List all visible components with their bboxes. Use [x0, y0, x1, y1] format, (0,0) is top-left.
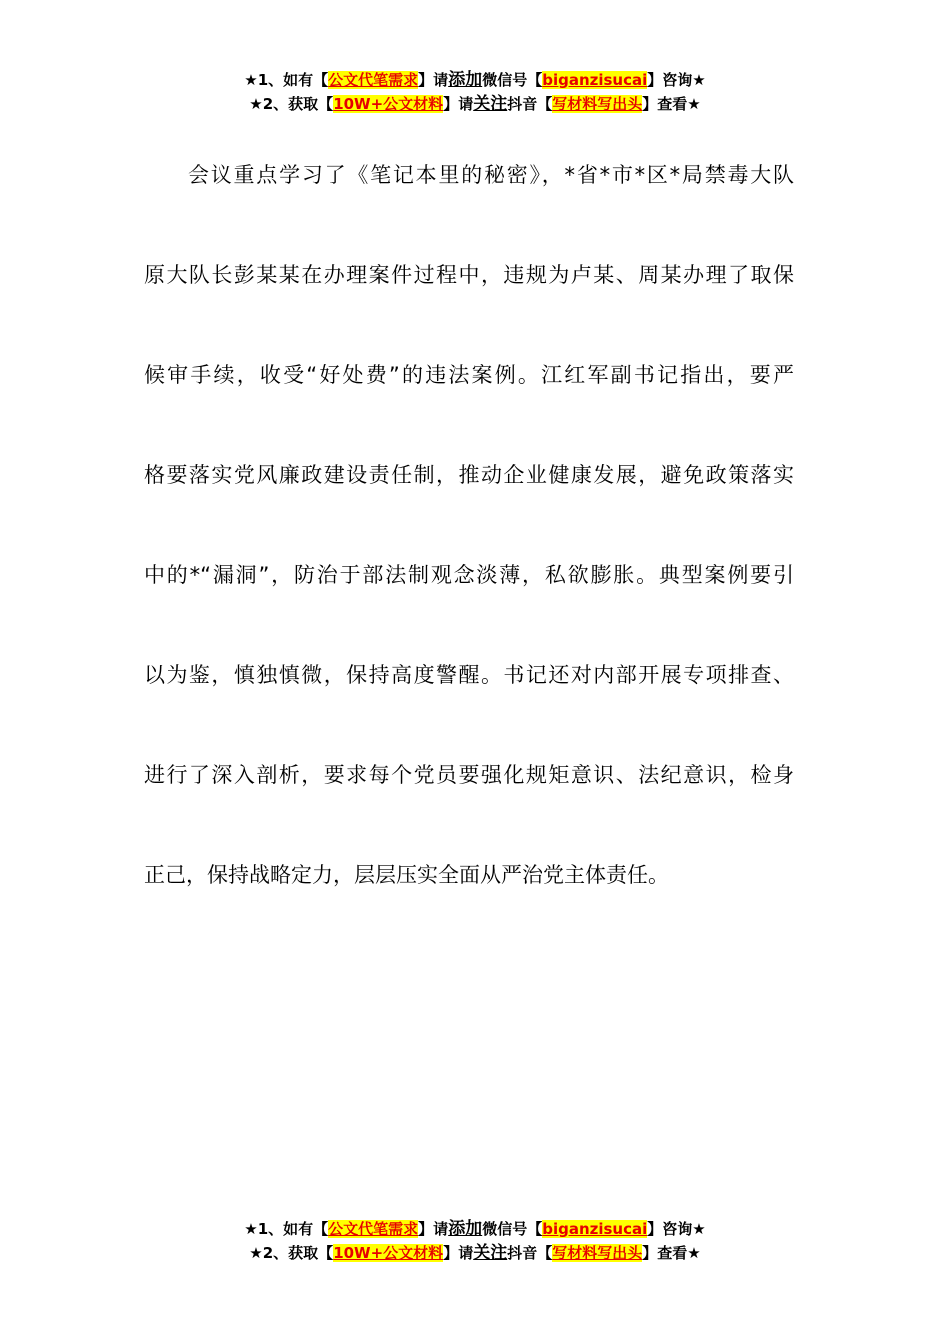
banner-text: ★2、获取【	[249, 95, 334, 113]
banner-text: 】请	[418, 1220, 449, 1238]
banner-text: 】请	[418, 71, 449, 89]
body-line: 进行了深入剖析，要求每个党员要强化规矩意识、法纪意识，检身	[144, 763, 794, 787]
body-line: 中的*“漏洞”，防治于部法制观念淡薄，私欲膨胀。典型案例要引	[144, 563, 794, 587]
footer-line-2	[0, 1241, 950, 1265]
emphasis-add: 添加	[448, 1219, 483, 1239]
banner-text: 抖音【	[507, 1244, 553, 1262]
highlight-materials: 10W+公文材料	[333, 1244, 444, 1262]
highlight-service: 公文代笔需求	[328, 1220, 419, 1238]
highlight-wechat-id: biganzisucai	[542, 1220, 648, 1238]
footer-banner	[0, 1217, 950, 1265]
body-line: 格要落实党风廉政建设责任制，推动企业健康发展，避免政策落实	[144, 463, 794, 487]
footer-line-1	[0, 1217, 950, 1241]
highlight-service: 公文代笔需求	[328, 71, 419, 89]
banner-text: ★1、如有【	[244, 1220, 329, 1238]
document-body	[144, 125, 794, 925]
banner-text: 】咨询★	[647, 1220, 706, 1238]
emphasis-add: 添加	[448, 70, 483, 90]
banner-text: ★1、如有【	[244, 71, 329, 89]
highlight-materials: 10W+公文材料	[333, 95, 444, 113]
banner-text: 微信号【	[482, 71, 543, 89]
body-line: 原大队长彭某某在办理案件过程中，违规为卢某、周某办理了取保	[144, 263, 794, 287]
highlight-douyin-account: 写材料写出头	[552, 1244, 643, 1262]
banner-text: 】查看★	[642, 95, 701, 113]
header-line-1	[0, 68, 950, 92]
banner-text: 】请	[443, 1244, 474, 1262]
banner-text: 微信号【	[482, 1220, 543, 1238]
highlight-wechat-id: biganzisucai	[542, 71, 648, 89]
body-line: 以为鉴，慎独慎微，保持高度警醒。书记还对内部开展专项排查、	[144, 663, 794, 687]
body-line: 正己，保持战略定力，层层压实全面从严治党主体责任。	[144, 863, 669, 887]
banner-text: ★2、获取【	[249, 1244, 334, 1262]
highlight-douyin-account: 写材料写出头	[552, 95, 643, 113]
emphasis-follow: 关注	[473, 94, 508, 114]
emphasis-follow: 关注	[473, 1243, 508, 1263]
banner-text: 】查看★	[642, 1244, 701, 1262]
body-line: 会议重点学习了《笔记本里的秘密》，*省*市*区*局禁毒大队	[188, 163, 794, 187]
header-banner	[0, 68, 950, 116]
header-line-2	[0, 92, 950, 116]
body-line: 候审手续，收受“好处费”的违法案例。江红军副书记指出，要严	[144, 363, 794, 387]
banner-text: 】请	[443, 95, 474, 113]
banner-text: 抖音【	[507, 95, 553, 113]
banner-text: 】咨询★	[647, 71, 706, 89]
